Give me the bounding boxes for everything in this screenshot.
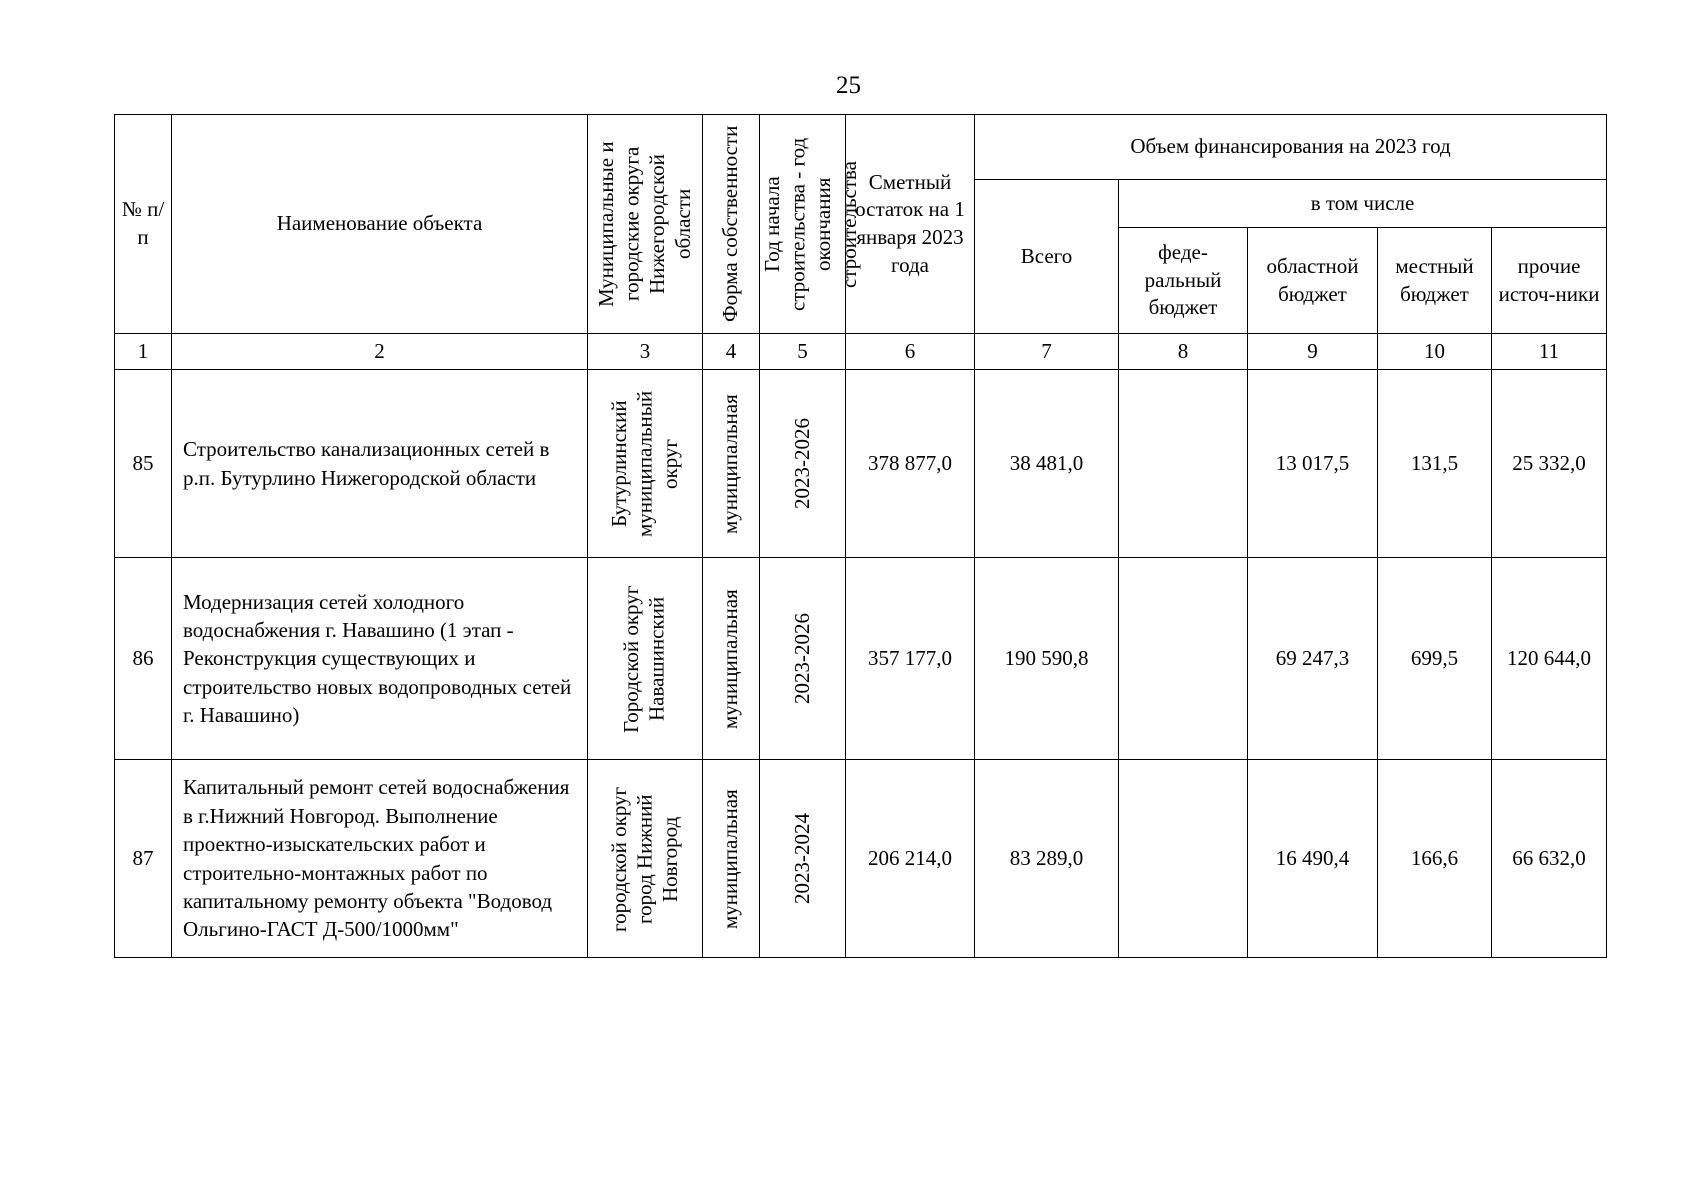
row-local: 699,5 (1378, 558, 1492, 760)
row-municipality-cell (588, 370, 703, 558)
row-other: 25 332,0 (1492, 370, 1607, 558)
column-number: 3 (588, 334, 703, 370)
row-other: 120 644,0 (1492, 558, 1607, 760)
page-number: 25 (836, 72, 861, 99)
row-municipality-cell (588, 558, 703, 760)
row-years-cell (760, 558, 846, 760)
column-number: 11 (1492, 334, 1607, 370)
financing-table (114, 114, 1607, 958)
header-name: Наименование объекта (172, 115, 588, 334)
table-row (115, 370, 1607, 558)
header-local: местный бюджет (1378, 228, 1492, 334)
header-funding-group: Объем финансирования на 2023 год (975, 115, 1607, 180)
column-number: 7 (975, 334, 1119, 370)
row-municipality: Бутурлинский муниципальный округ (606, 390, 682, 537)
column-number: 8 (1119, 334, 1248, 370)
column-number: 9 (1248, 334, 1378, 370)
column-number: 4 (703, 334, 760, 370)
column-number: 2 (172, 334, 588, 370)
row-years-cell (760, 760, 846, 958)
header-regional: областной бюджет (1248, 228, 1378, 334)
row-years: 2023-2026 (789, 418, 814, 509)
row-name: Модернизация сетей холодного водоснабжения г. Навашино (1 этап - Реконструкция существующих и строительство новых водопроводных сетей г. Навашино) (172, 558, 588, 760)
row-ownership: муниципальная (718, 393, 743, 534)
row-ownership-cell (703, 760, 760, 958)
header-no: № п/п (115, 115, 172, 334)
column-numbers-row (115, 334, 1607, 370)
header-ownership: Форма собственности (703, 115, 760, 334)
row-municipality-cell (588, 760, 703, 958)
table-row (115, 760, 1607, 958)
column-number: 10 (1378, 334, 1492, 370)
header-total: Всего (975, 180, 1119, 334)
row-no: 86 (115, 558, 172, 760)
row-regional: 16 490,4 (1248, 760, 1378, 958)
row-municipality: городской округ город Нижний Новгород (606, 785, 682, 932)
row-ownership-cell (703, 370, 760, 558)
row-regional: 69 247,3 (1248, 558, 1378, 760)
column-number: 1 (115, 334, 172, 370)
row-name: Капитальный ремонт сетей водоснабжения в г.Нижний Новгород. Выполнение проектно-изыскательских работ и строительно-монтажных работ по капитальному ремонту объекта "Водовод Ольгино-ГАСТ Д-500/1000мм" (172, 760, 588, 958)
row-local: 131,5 (1378, 370, 1492, 558)
header-federal: феде-ральный бюджет (1119, 228, 1248, 334)
row-total: 38 481,0 (975, 370, 1119, 558)
row-ownership-cell (703, 558, 760, 760)
row-total: 83 289,0 (975, 760, 1119, 958)
header-years: Год начала строительства - год окончания строительства (760, 115, 846, 334)
header-including-group: в том числе (1119, 180, 1607, 228)
row-total: 190 590,8 (975, 558, 1119, 760)
row-ownership: муниципальная (718, 588, 743, 729)
row-federal (1119, 558, 1248, 760)
header-remainder: Сметный остаток на 1 января 2023 года (846, 115, 975, 334)
row-years-cell (760, 370, 846, 558)
row-remainder: 206 214,0 (846, 760, 975, 958)
table-row (115, 558, 1607, 760)
row-remainder: 357 177,0 (846, 558, 975, 760)
row-years: 2023-2024 (789, 813, 814, 904)
row-remainder: 378 877,0 (846, 370, 975, 558)
row-local: 166,6 (1378, 760, 1492, 958)
row-municipality: Городской округ Навашинский (619, 584, 669, 733)
row-other: 66 632,0 (1492, 760, 1607, 958)
row-years: 2023-2026 (789, 613, 814, 704)
row-federal (1119, 370, 1248, 558)
header-other: прочие источ-ники (1492, 228, 1607, 334)
row-ownership: муниципальная (718, 788, 743, 929)
row-name: Строительство канализационных сетей в р.п. Бутурлино Нижегородской области (172, 370, 588, 558)
column-number: 5 (760, 334, 846, 370)
column-number: 6 (846, 334, 975, 370)
row-no: 85 (115, 370, 172, 558)
header-municipality: Муниципальные и городские округа Нижегородской области (588, 115, 703, 334)
row-regional: 13 017,5 (1248, 370, 1378, 558)
row-federal (1119, 760, 1248, 958)
row-no: 87 (115, 760, 172, 958)
